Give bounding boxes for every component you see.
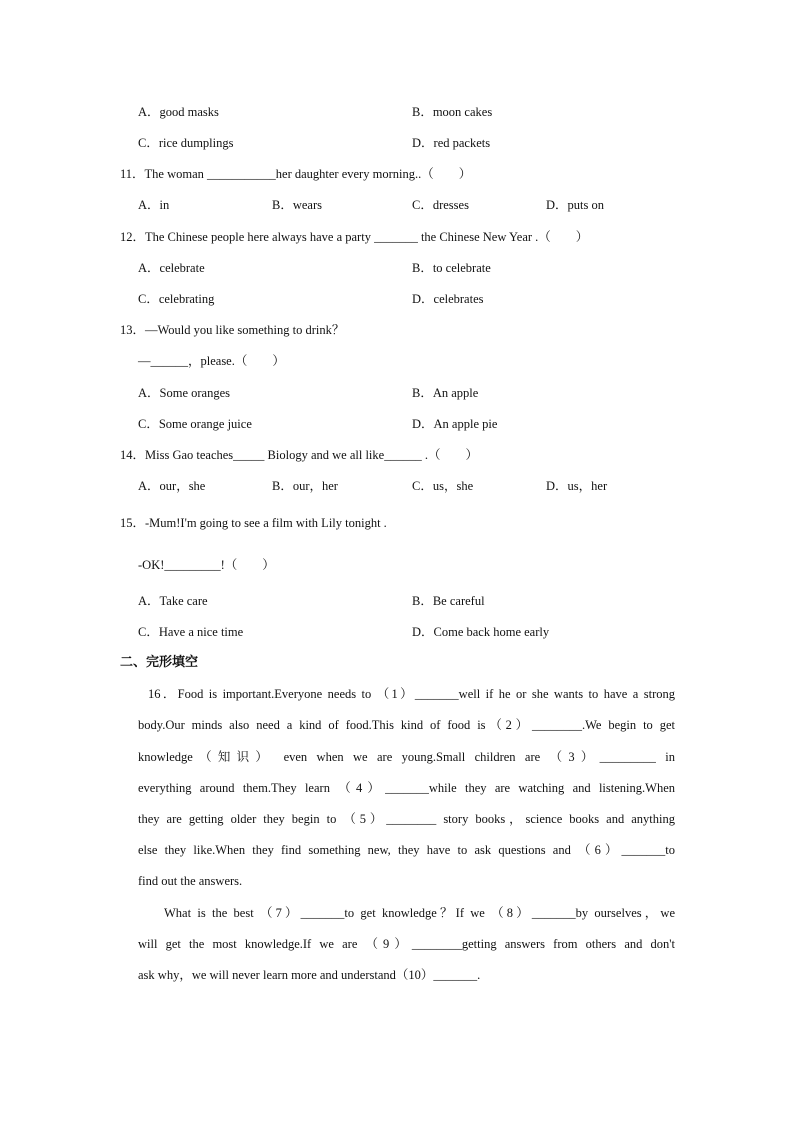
- section-heading-cloze: 二、完形填空: [120, 655, 199, 670]
- q12-stem: 12．The Chinese people here always have a party _______ the Chinese New Year .（ ）: [120, 230, 589, 244]
- q10-option-a: A．good masks: [138, 105, 219, 119]
- q15-option-b: B．Be careful: [412, 594, 485, 608]
- q13-stem: 13．—Would you like something to drink？: [120, 323, 345, 337]
- q10-option-d: D．red packets: [412, 136, 491, 150]
- q16-para2-line-1: What is the best （7）_______to get knowledge？If we （8）_______by ourselves，we: [164, 906, 675, 920]
- q15-option-a: A．Take care: [138, 594, 208, 608]
- q14-option-a: A．our，she: [138, 479, 206, 493]
- q16-line-3: knowledge（知识） even when we are young.Small children are （3）_________ in: [138, 750, 675, 764]
- q13-option-b: B．An apple: [412, 386, 479, 400]
- q16-para2-line-2: will get the most knowledge.If we are （9）________getting answers from others and don't: [138, 937, 675, 951]
- q15-option-d: D．Come back home early: [412, 625, 550, 639]
- q16-line-2: body.Our minds also need a kind of food.This kind of food is（2）________.We begin to get: [138, 718, 675, 732]
- q10-option-c: C．rice dumplings: [138, 136, 234, 150]
- q13-option-a: A．Some oranges: [138, 386, 230, 400]
- q13-option-c: C．Some orange juice: [138, 417, 252, 431]
- q14-option-b: B．our，her: [272, 479, 338, 493]
- q11-stem: 11．The woman ___________her daughter every morning..（ ）: [120, 167, 472, 181]
- q12-option-b: B．to celebrate: [412, 261, 491, 275]
- q11-option-c: C．dresses: [412, 198, 469, 212]
- q13-option-d: D．An apple pie: [412, 417, 498, 431]
- q16-para2-line-3: ask why，we will never learn more and understand（10）_______.: [138, 968, 481, 982]
- q16-line-4: everything around them.They learn （4）_______while they are watching and listening.When: [138, 781, 675, 795]
- q16-line-1: 16．Food is important.Everyone needs to （1）_______well if he or she wants to have a strong: [148, 687, 675, 701]
- q13-stem-response: —______，please.（ ）: [138, 354, 285, 368]
- q16-line-6: else they like.When they find something new, they have to ask questions and （6）_______to: [138, 843, 675, 857]
- q16-line-5: they are getting older they begin to （5）________ story books，science books and anything: [138, 812, 675, 826]
- q12-option-c: C．celebrating: [138, 292, 215, 306]
- q12-option-a: A．celebrate: [138, 261, 205, 275]
- q11-option-b: B．wears: [272, 198, 322, 212]
- q12-option-d: D．celebrates: [412, 292, 484, 306]
- q10-option-b: B．moon cakes: [412, 105, 493, 119]
- q11-option-d: D．puts on: [546, 198, 604, 212]
- q14-option-d: D．us，her: [546, 479, 608, 493]
- q11-option-a: A．in: [138, 198, 170, 212]
- q15-option-c: C．Have a nice time: [138, 625, 244, 639]
- q16-line-7: find out the answers.: [138, 874, 243, 888]
- q14-option-c: C．us，she: [412, 479, 474, 493]
- q15-stem: 15．-Mum!I'm going to see a film with Lily tonight .: [120, 516, 387, 530]
- q14-stem: 14．Miss Gao teaches_____ Biology and we all like______ .（ ）: [120, 448, 478, 462]
- q15-stem-response: -OK!_________!（ ）: [138, 558, 275, 572]
